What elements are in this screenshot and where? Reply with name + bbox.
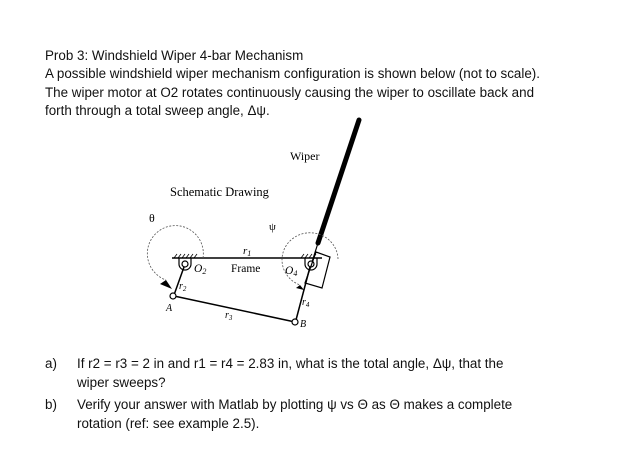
question-line: Verify your answer with Matlab by plotting ψ vs Θ as Θ makes a complete [77, 397, 513, 412]
o4-label: O4 [285, 265, 298, 278]
r1-label: r1 [243, 245, 252, 258]
wiper-blade [318, 120, 359, 243]
problem-line: forth through a total sweep angle, Δψ. [45, 102, 270, 118]
psi-label: ψ [269, 221, 276, 233]
problem-title: Prob 3: Windshield Wiper 4-bar Mechanism [45, 48, 304, 63]
rocker-r4 [296, 267, 310, 320]
coupler-r3 [174, 296, 295, 322]
psi-arrowhead [296, 285, 304, 290]
schematic-title: Schematic Drawing [170, 185, 269, 199]
question-label: a) [45, 356, 57, 371]
question-line: If r2 = r3 = 2 in and r1 = r4 = 2.83 in, what is the total angle, Δψ, that the [77, 356, 504, 371]
theta-label: θ [149, 211, 155, 225]
r3-label: $r_3$ [225, 310, 233, 322]
point-a-label: A [166, 303, 173, 314]
problem-line: The wiper motor at O2 rotates continuously causing the wiper to oscillate back and [45, 84, 535, 100]
question-line: rotation (ref: see example 2.5). [77, 416, 260, 431]
r2-label: $r_2$ [179, 281, 187, 293]
question-label: b) [45, 397, 57, 412]
r4-label: $r_4$ [302, 297, 310, 309]
o2-label: O2 [194, 263, 207, 276]
problem-line: A possible windshield wiper mechanism configuration is shown below (not to scale). [45, 66, 540, 82]
wiper-label: Wiper [290, 149, 320, 163]
joint-b [292, 319, 298, 325]
question-line: wiper sweeps? [77, 375, 166, 390]
theta-arrowhead [160, 280, 172, 289]
frame-label: Frame [231, 263, 261, 275]
joint-a [170, 293, 176, 299]
point-b-label: B [300, 319, 307, 330]
